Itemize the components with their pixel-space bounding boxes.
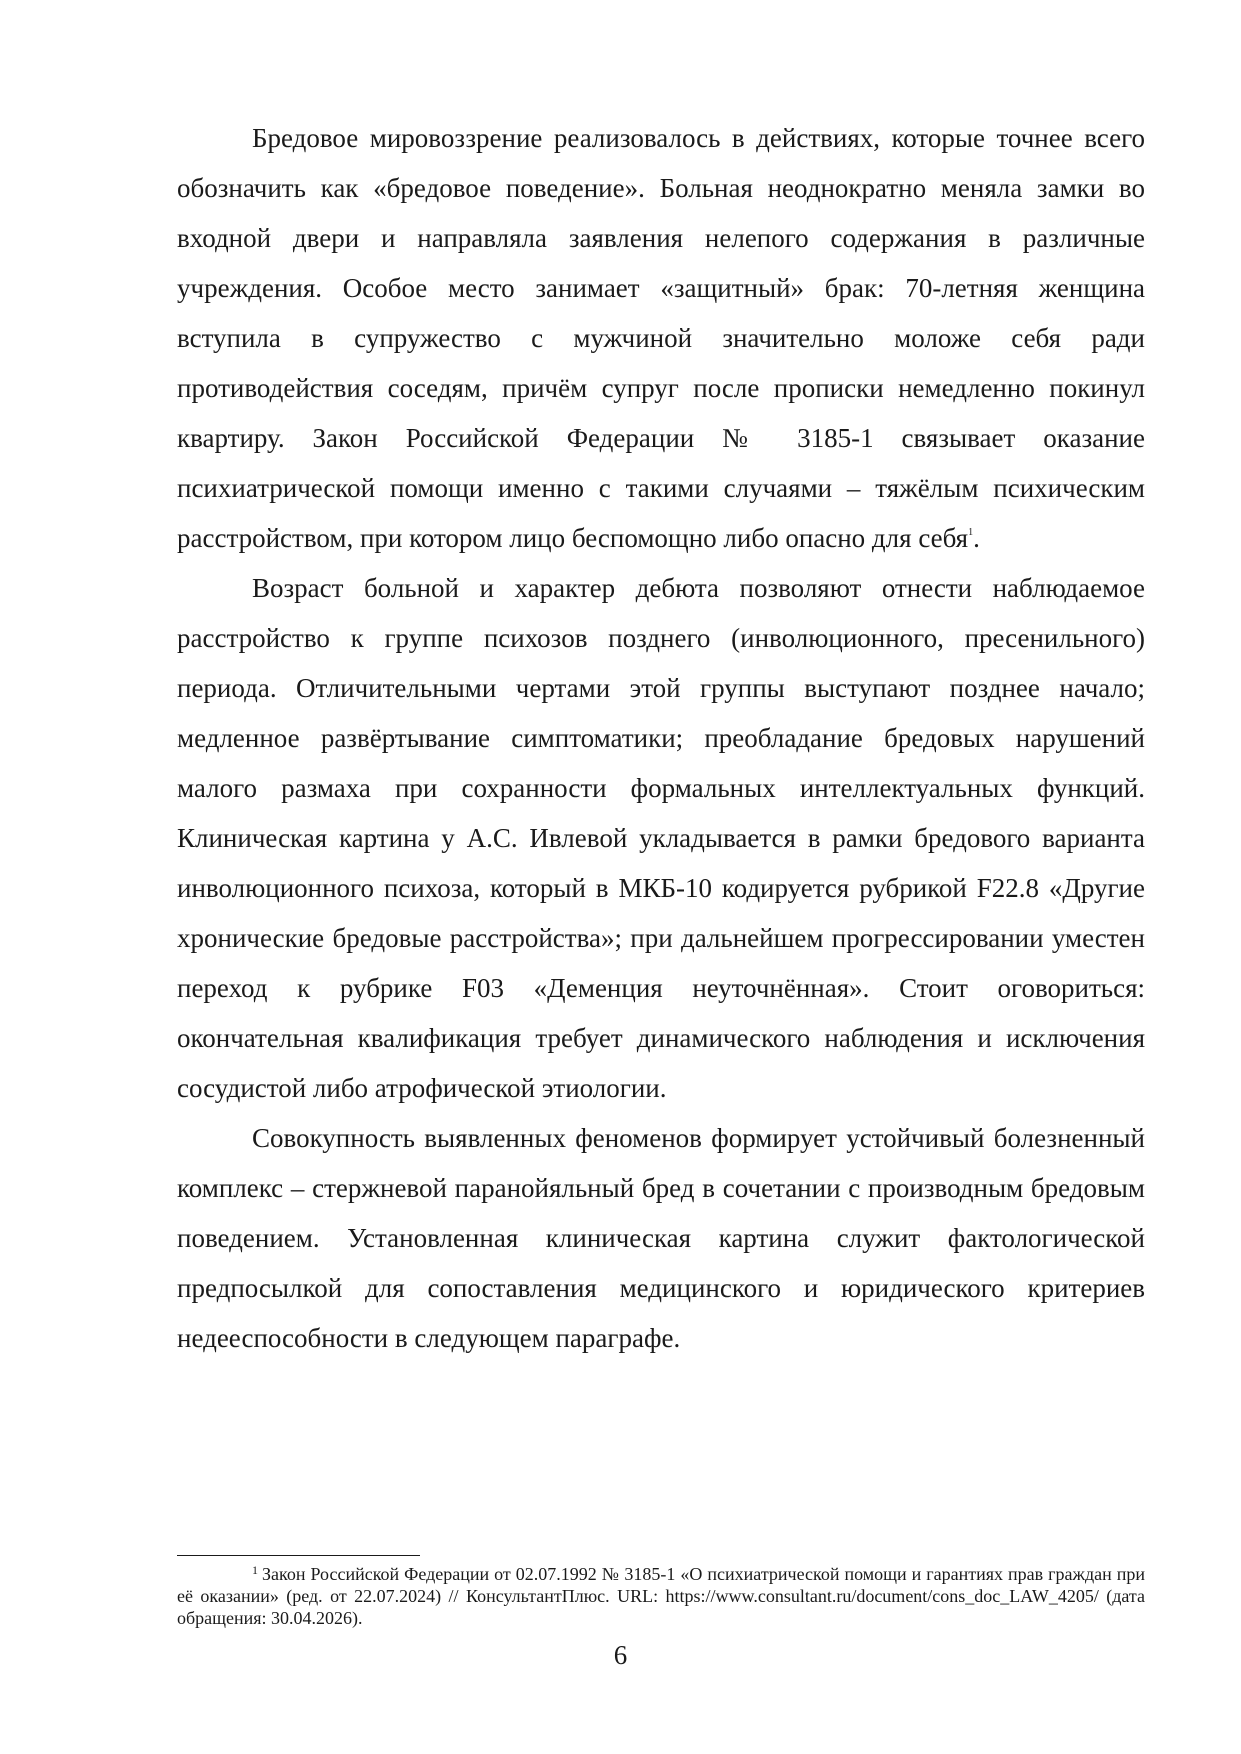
paragraph-3: Совокупность выявленных феноменов формирует устойчивый болезненный комплекс – стержневой паранойяльный бред в сочетании с производным бредовым поведением. Установленная клиническая картина служит фактологической предпосылкой для сопоставления медицинского и юридического критериев недееспособности в следующем параграфе. xyxy=(177,1123,1145,1353)
paragraph-1-text: Бредовое мировоззрение реализовалось в действиях, которые точнее всего обозначить как «бредовое поведение». Больная неоднократно меняла замки во входной двери и направляла заявления нелепого содержания в различные учреждения. Особое место занимает «защитный» брак: 70-летняя женщина вступила в супружество с мужчиной значительно моложе себя ради противодействия соседям, причём супруг после прописки немедленно покинул квартиру. Закон Российской Федерации № 3185-1 связывает оказание психиатрической помощи именно с такими случаями – тяжёлым психическим расстройством, при котором лицо беспомощно либо опасно для себя xyxy=(177,123,1145,553)
footnote-mark: 1 xyxy=(252,1563,258,1577)
footnote xyxy=(177,1563,1145,1629)
footnote-separator xyxy=(177,1555,420,1556)
page-number: 6 xyxy=(613,1640,628,1670)
body-text xyxy=(177,113,1145,1363)
paragraph-1-tail: . xyxy=(973,523,980,553)
paragraph-1 xyxy=(177,113,1145,563)
footnote-text: Закон Российской Федерации от 02.07.1992 № 3185-1 «О психиатрической помощи и гарантиях прав граждан при её оказании» (ред. от 22.07.2024) // КонсультантПлюс. URL: https://www.consultant.ru/document/cons_doc_LAW_4205/ (дата обращения: 30.04.2026). xyxy=(177,1564,1145,1628)
footnote-reference[interactable]: 1 xyxy=(968,527,974,538)
paragraph-2: Возраст больной и характер дебюта позволяют отнести наблюдаемое расстройство к группе психозов позднего (инволюционного, пресенильного) периода. Отличительными чертами этой группы выступают позднее начало; медленное развёртывание симптоматики; преобладание бредовых нарушений малого размаха при сохранности формальных интеллектуальных функций. Клиническая картина у А.С. Ивлевой укладывается в рамки бредового варианта инволюционного психоза, который в МКБ-10 кодируется рубрикой F22.8 «Другие хронические бредовые расстройства»; при дальнейшем прогрессировании уместен переход к рубрике F03 «Деменция неуточнённая». Стоит оговориться: окончательная квалификация требует динамического наблюдения и исключения сосудистой либо атрофической этиологии. xyxy=(177,573,1145,1103)
